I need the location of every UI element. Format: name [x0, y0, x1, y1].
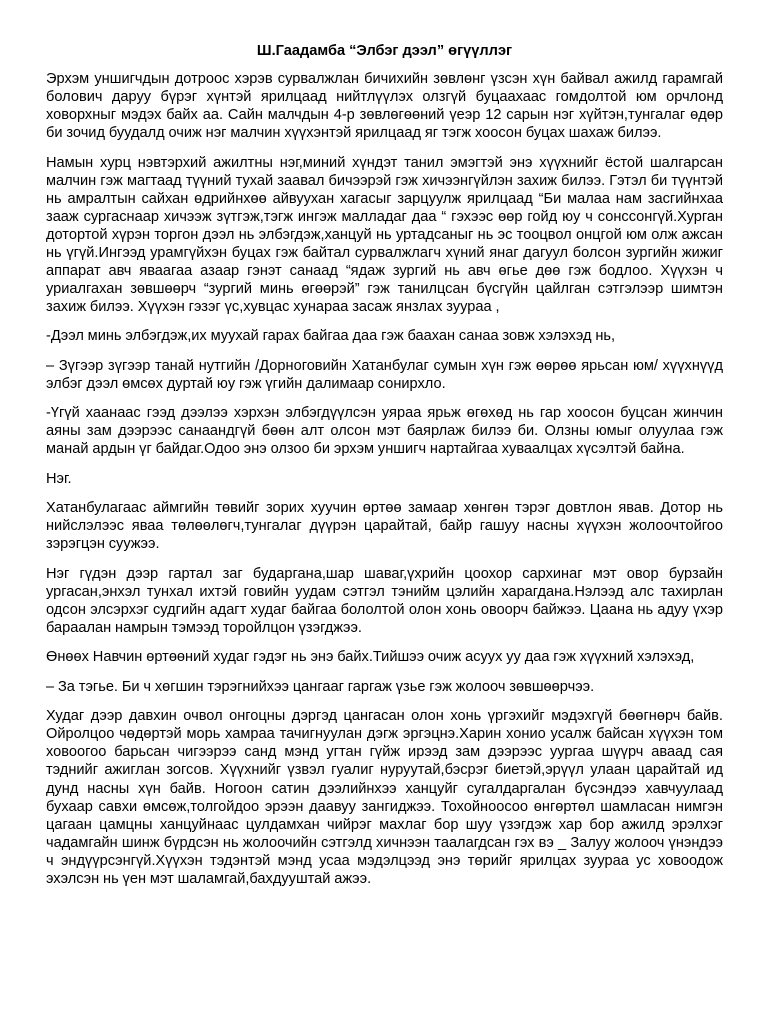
paragraph-10: Худаг дээр давхин очвол онгоцны дэргэд цангасан олон хонь үргэхийг мэдэхгүй бөөгнөрч байв. Ойролцоо чөдөртэй морь хамраа тачигнуулан дэгж эргэцнэ.Харин хонио усалж байсан хүүхэн том ховоогоо барьсан чигээрээ санд мэнд угтан гүйж ирээд зам дээрээс уургаа шүүрч аваад сая тэднийг ажиглан зогсов. Хүүхнийг үзвэл гуалиг нуруутай,бэсрэг биетэй,эрүүл улаан царайтай ид дунд насны хүн байв. Ногоон сатин дээлийнхээ ханцуйг сугалдаргалан бүсэндээ хавчуулаад бухаар савхи өмсөж,толгойдоо эрээн даавуу зангиджээ. Тохойноосоо өнгөртөл шамласан нимгэн цагаан цамцны ханцуйнаас цулдамхан чийрэг махлаг бор шуу үзэгдэж хар бор ажилд эрэлхэг чадамгайн шинж бүрдсэн нь жолоочийн сэтгэлд хичнээн таалагдсан гэх вэ _ Залуу жолооч үнэндээ ч эндүүрсэнгүй.Хүүхэн тэдэнтэй мэнд усаа мэдэлцээд энэ төрийг ярилцах зуураа ус ховоодож эхэлсэн нь үен мэт шаламгай,бахдууштай ажээ.: [46, 708, 723, 887]
paragraph-9: – За тэгье. Би ч хөгшин тэрэгнийхээ цангааг гаргаж үзье гэж жолооч зөвшөөрчээ.: [46, 678, 595, 695]
paragraph-3: -Дээл минь элбэгдэж,их муухай гарах байгаа даа гэж баахан санаа зовж хэлэхэд нь,: [46, 328, 616, 345]
paragraph-7: Нэг гүдэн дээр гартал заг бударгана,шар шаваг,үхрийн цоохор сархинаг мэт овор бурзайн ургасан,энхэл тунхал ихтэй говийн уудам сэтгэл тэнийм цэлийн харагдана.Нэлээд алс тахирлан одсон элсэрхэг судгийн адагт худаг байгаа бололтой олон хонь овоорч байжээ. Цаана нь адуу үхэр бараалан намрын тэмээд торойлцон үзэгджээ.: [46, 565, 723, 636]
paragraph-6: Хатанбулагаас аймгийн төвийг зорих хуучин өртөө замаар хөнгөн тэрэг довтлон явав. Дотор нь нийслэлээс яваа төлөөлөгч,тунгалаг дүүрэн царайтай, байр гашуу насны хүүхэн жолоочтойгоо зэрэгцэн суужээ.: [46, 500, 723, 553]
paragraph-4: – Зүгээр зүгээр танай нутгийн /Дорноговийн Хатанбулаг сумын хүн гэж өөрөө ярьсан юм/ хүүхнүүд элбэг дээл өмсөх дуртай юу гэж үгийн далимаар сонирхло.: [46, 357, 723, 392]
paragraph-2: Намын хурц нэвтэрхий ажилтны нэг,миний хүндэт танил эмэгтэй энэ хүүхнийг ёстой шалгарсан малчин гэж магтаад түүний тухай заавал бичээрэй гэж хичээнгүйлэн захиж билээ. Гэтэл би түүнтэй нь амралтын сайхан өдрийнхөө айвуухан хагасыг зарцуулж ярилцаад “Би малаа нам засгийнхаа зааж сургаснаар хичээж зүтгэж,тэгж ингэж малладаг даа “ гэхээс өөр гойд юу ч сонссонгүй.Хурган дотортой хүрэн торгон дээл нь элбэгдэж,ханцуй нь уртадсаныг нь эс тооцвол онцгой юм олж ажсан нь үгүй.Ингээд урамгүйхэн буцах гэж байтал сурвалжлагч хүний янаг дагуул болсон зургийн жижиг аппарат авч яваагаа азаар гэнэт санаад “ядаж зургий нь авч өгье дөө гэж бодлоо. Хүүхэн ч уриалгахан зөвшөөрч “зургий минь өгөөрэй” гэж танилцсан бүсгүйн цайлган сэтгэлээр шимтэн захиж билээ. Хүүхэн гэзэг үс,хувцас хунараа засаж янзлах зуураа ,: [46, 154, 723, 315]
paragraph-1: Эрхэм уншигчдын дотроос хэрэв сурвалжлан бичихийн зөвлөнг үзсэн хүн байвал ажилд гарамгай болович даруу бүрэг хүнтэй ярилцаад нийтлүүлэх олзгүй буцаахаас гомдолтой юм орчлонд ховорхныг мэдэх байх аа. Сайн малчдын 4-р зөвлөгөөний үеэр 12 сарын нэг хүйтэн,тунгалаг өдөр би зочид буудалд очиж нэг малчин хүүхэнтэй ярилцаад яг тэгж хоосон буцах шахаж билээ.: [46, 71, 723, 142]
page-title: Ш.Гаадамба “Элбэг дээл” өгүүллэг: [256, 43, 513, 59]
paragraph-5: -Үгүй хаанаас гээд дээлээ хэрхэн элбэгдүүлсэн уяраа ярьж өгөхөд нь гар хоосон буцсан жинчин аяны зам дээрээс санаандгүй бөөн алт олсон мэт баярлаж билээ би. Олзны юмыг олуулаа гэж манай ардын үг байдаг.Одоо энэ олзоо би эрхэм уншигч нартайгаа хуваалцах хүсэлтэй байна.: [46, 405, 723, 458]
paragraph-8: Өнөөх Навчин өртөөний худаг гэдэг нь энэ байх.Тийшээ очиж асуух уу даа гэж хүүхний хэлэхэд,: [46, 649, 695, 666]
document-page: [46, 42, 723, 888]
section-heading: Нэг.: [46, 470, 72, 487]
